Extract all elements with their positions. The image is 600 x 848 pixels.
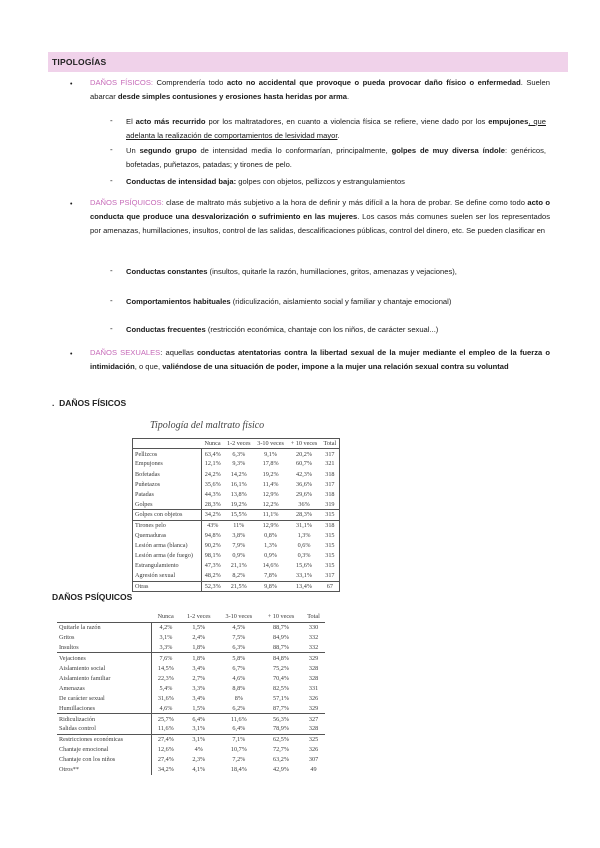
- row-label: De carácter sexual: [57, 694, 152, 704]
- table-cell: 12,9%: [254, 520, 288, 530]
- table-cell: 8,8%: [232, 684, 246, 692]
- table-cell: 28,3%: [204, 500, 221, 508]
- row-label: Pellizcos: [133, 449, 202, 459]
- table-cell: 315: [321, 510, 340, 520]
- table-row: [57, 632, 325, 642]
- row-label: Estrangulamiento: [133, 561, 202, 571]
- table-cell: 84,8%: [260, 653, 302, 663]
- table-cell: 2,7%: [192, 674, 206, 682]
- column-header: Total: [321, 439, 340, 449]
- table-cell: 0,6%: [297, 541, 311, 549]
- table-row: [133, 449, 340, 459]
- column-header: [57, 612, 152, 622]
- table-cell: 329: [302, 653, 325, 663]
- table-cell: 332: [308, 633, 319, 641]
- bold-text: segundo grupo: [139, 146, 197, 155]
- table-cell: 57,1%: [273, 695, 289, 703]
- row-label: Humillaciones: [57, 704, 152, 714]
- table-cell: 8,2%: [232, 572, 246, 580]
- table-cell: 14,2%: [230, 470, 247, 478]
- table-cell: 87,7%: [273, 705, 289, 713]
- text: , o que,: [134, 362, 163, 372]
- row-label: Golpes con objetos: [133, 510, 202, 520]
- table-cell: 56,3%: [260, 714, 302, 724]
- bold-text: conductas atentatorias contra la libertad sexual de la mujer mediante el empleo de la fuerza o intimidación: [90, 348, 550, 372]
- table-cell: 332: [308, 643, 319, 651]
- table-cell: 27,4%: [152, 734, 180, 744]
- table-cell: 43%: [201, 520, 223, 530]
- table-cell: 67: [321, 581, 340, 591]
- table-cell: 34,2%: [201, 510, 223, 520]
- text: : genéricos, bofetadas, puñetazos, patadas; y tirones de pelo.: [126, 146, 546, 170]
- table-cell: 5,4%: [159, 684, 173, 692]
- table-cell: 17,8%: [262, 460, 279, 468]
- table-cell: 42,3%: [296, 470, 313, 478]
- text: (insultos, quitarle la razón, humillaciones, gritos, amenazas y vejaciones),: [207, 267, 457, 276]
- table-cell: 315: [325, 541, 335, 549]
- table-cell: 1,8%: [180, 653, 218, 663]
- table-row: [57, 724, 325, 734]
- row-label: Amenazas: [57, 683, 152, 693]
- table-cell: 319: [325, 500, 335, 508]
- table-row: [133, 530, 340, 540]
- list-item-fisicos-3: [126, 175, 546, 189]
- table-cell: 33,1%: [296, 572, 313, 580]
- table-row: [133, 459, 340, 469]
- table-fisicos: [132, 438, 340, 592]
- table-cell: 307: [308, 756, 319, 764]
- column-header: 3-10 veces: [218, 612, 260, 622]
- table-cell: 48,2%: [204, 572, 221, 580]
- table-cell: 36,6%: [296, 480, 313, 488]
- text: Un: [126, 146, 140, 155]
- list-item-fisicos-2: [126, 144, 546, 172]
- table-cell: 63,2%: [273, 756, 289, 764]
- column-header: Nunca: [152, 612, 180, 622]
- table-cell: 44,3%: [204, 491, 221, 499]
- table-psiquicos: [57, 612, 325, 775]
- table-row: [133, 500, 340, 510]
- table-cell: 330: [308, 624, 319, 632]
- row-label: Lesión arma (blanca): [133, 540, 202, 550]
- table-row: [133, 489, 340, 499]
- row-label: Bofetadas: [133, 469, 202, 479]
- table-cell: 11%: [224, 520, 254, 530]
- table-cell: 35,6%: [204, 480, 221, 488]
- section-title-fisicos: [52, 398, 126, 408]
- table-cell: 4,6%: [159, 705, 173, 713]
- row-label: Lesión arma (de fuego): [133, 551, 202, 561]
- text: clase de maltrato más subjetivo a la hora de definir y más difícil a la hora de probar. Se define como todo: [163, 198, 528, 207]
- table-cell: 328: [308, 725, 319, 733]
- table-cell: 4,5%: [232, 624, 246, 632]
- table-cell: 63,4%: [204, 450, 221, 458]
- column-header: + 10 veces: [287, 439, 320, 449]
- table-cell: 29,6%: [296, 491, 313, 499]
- table-row: [133, 520, 340, 530]
- table-cell: 94,8%: [204, 531, 221, 539]
- list-item-fisicos-1: [126, 115, 546, 143]
- bold-text: acto más recurrido: [135, 117, 206, 126]
- table-cell: 11,1%: [254, 510, 288, 520]
- table-cell: 4%: [194, 746, 203, 754]
- table-cell: 12,6%: [157, 746, 174, 754]
- table-cell: 27,4%: [157, 756, 174, 764]
- row-label: Restricciones económicas: [57, 734, 152, 744]
- table-cell: 18,4%: [230, 766, 247, 774]
- row-label: Ridiculización: [57, 714, 152, 724]
- table-cell: 13,4%: [287, 581, 320, 591]
- table-cell: 15,5%: [224, 510, 254, 520]
- table-cell: 328: [308, 664, 319, 672]
- table-cell: 52,3%: [201, 581, 223, 591]
- row-label: Vejaciones: [57, 653, 152, 663]
- table-cell: 20,2%: [296, 450, 313, 458]
- paragraph-psiquicos: [90, 196, 550, 239]
- table-cell: 10,7%: [230, 746, 247, 754]
- table-cell: 3,4%: [192, 695, 206, 703]
- table-cell: 315: [325, 552, 335, 560]
- table-cell: 3,1%: [192, 725, 206, 733]
- table-cell: 21,5%: [224, 581, 254, 591]
- table-cell: 321: [325, 460, 335, 468]
- table-row: [133, 581, 340, 591]
- table-row: [133, 571, 340, 581]
- table-cell: 13,8%: [230, 491, 247, 499]
- table-cell: 62,5%: [260, 734, 302, 744]
- paragraph-sexuales: [90, 346, 550, 374]
- bold-text: golpes de muy diversa índole: [391, 146, 505, 155]
- table-cell: 328: [308, 674, 319, 682]
- table-cell: 0,3%: [297, 552, 311, 560]
- table-row: [57, 673, 325, 683]
- table-cell: 9,1%: [264, 450, 278, 458]
- table-row: [133, 469, 340, 479]
- table-row: [57, 704, 325, 714]
- dash-marker: -: [110, 266, 113, 275]
- text: . Suelen abarcar: [90, 78, 550, 102]
- table-cell: 7,8%: [264, 572, 278, 580]
- table-cell: 82,5%: [273, 684, 289, 692]
- row-label: Chantaje emocional: [57, 744, 152, 754]
- table-cell: 72,7%: [273, 746, 289, 754]
- row-label: Golpes: [133, 500, 202, 510]
- table-cell: 8%: [234, 695, 243, 703]
- table-row: [133, 540, 340, 550]
- table-cell: 7,5%: [232, 633, 246, 641]
- table-cell: 1,8%: [192, 643, 206, 651]
- table-cell: 318: [325, 491, 335, 499]
- list-item-psiquicos-2: [126, 295, 546, 309]
- text: (restricción económica, chantaje con los niños, de carácter sexual...): [205, 325, 439, 334]
- section-title-text: DAÑOS FÍSICOS: [59, 398, 127, 408]
- table-row: [57, 694, 325, 704]
- bold-text: Conductas de intensidad baja:: [126, 177, 237, 186]
- table-row: [133, 561, 340, 571]
- table-cell: 22,3%: [157, 674, 174, 682]
- table-cell: 1,5%: [192, 705, 206, 713]
- table-cell: 331: [308, 684, 319, 692]
- table-cell: 88,7%: [273, 624, 289, 632]
- table-cell: 2,3%: [192, 756, 206, 764]
- table-cell: 325: [302, 734, 325, 744]
- table-cell: 28,3%: [287, 510, 320, 520]
- column-header: [133, 439, 202, 449]
- table-row: [57, 663, 325, 673]
- list-item-psiquicos-3: [126, 323, 556, 337]
- text: : aquellas: [160, 348, 197, 357]
- table-cell: 9,3%: [232, 460, 246, 468]
- table-row: [57, 744, 325, 754]
- bullet-dot: •: [70, 201, 73, 208]
- table-cell: 7,6%: [152, 653, 180, 663]
- table-cell: 317: [325, 572, 335, 580]
- row-label: Otros**: [57, 765, 152, 775]
- table-cell: 78,9%: [273, 725, 289, 733]
- row-label: Gritos: [57, 632, 152, 642]
- table-row: [133, 551, 340, 561]
- column-header: 1-2 veces: [180, 612, 218, 622]
- table-cell: 12,1%: [204, 460, 221, 468]
- table-cell: 6,4%: [232, 725, 246, 733]
- table-cell: 315: [325, 562, 335, 570]
- table-cell: 6,2%: [232, 705, 246, 713]
- table-cell: 326: [308, 695, 319, 703]
- table-cell: 70,4%: [273, 674, 289, 682]
- title-psiquicos: DAÑOS PSÍQUICOS:: [90, 198, 164, 207]
- bold-text: desde simples contusiones y erosiones hasta heridas por arma: [117, 92, 348, 102]
- bullet-dot: •: [70, 81, 73, 88]
- table-cell: 21,1%: [230, 562, 247, 570]
- text: por los maltratadores, en cuanto a violencia física se refiere, viene dado por los: [205, 117, 489, 126]
- table-cell: 7,9%: [232, 541, 246, 549]
- column-header: 1-2 veces: [224, 439, 254, 449]
- table-cell: 98,1%: [204, 552, 221, 560]
- table-cell: 19,2%: [230, 500, 247, 508]
- bold-text: acto o conducta que produce una desvalorización o sufrimiento en las mujeres: [90, 198, 550, 222]
- dash-marker: -: [110, 324, 113, 333]
- bold-text: empujones: [488, 117, 529, 126]
- table-row: [57, 755, 325, 765]
- table-cell: 326: [308, 746, 319, 754]
- table-cell: 4,1%: [192, 766, 206, 774]
- table-cell: 315: [325, 531, 335, 539]
- table-cell: 1,3%: [264, 541, 278, 549]
- table-cell: 9,8%: [254, 581, 288, 591]
- row-label: Patadas: [133, 489, 202, 499]
- bold-text: acto no accidental que provoque o pueda provocar daño físico o enfermedad: [226, 78, 521, 87]
- row-label: Quitarle la razón: [57, 622, 152, 632]
- dash-marker: -: [110, 145, 113, 154]
- table-cell: 1,3%: [297, 531, 311, 539]
- row-label: Aislamiento familiar: [57, 673, 152, 683]
- column-header: 3-10 veces: [254, 439, 288, 449]
- table-cell: 88,7%: [273, 643, 289, 651]
- table-row: [57, 653, 325, 663]
- row-label: Otras: [133, 581, 202, 591]
- text: .: [347, 92, 350, 102]
- text: . Los casos más comunes suelen ser los representados por amenazas, humillaciones, insultos, control de las salidas, descalificaciones públicas, control del dinero, etc. Se pueden clasificar en: [90, 212, 550, 236]
- table-cell: 90,2%: [204, 541, 221, 549]
- row-label: Salidas control: [57, 724, 152, 734]
- bold-text: Conductas frecuentes: [126, 325, 206, 334]
- row-label: Chantaje con los niños: [57, 755, 152, 765]
- text: Comprendería todo: [153, 78, 227, 87]
- table-row: [57, 714, 325, 724]
- table-cell: 0,9%: [264, 552, 278, 560]
- table-cell: 329: [308, 705, 319, 713]
- table-cell: 5,8%: [218, 653, 260, 663]
- table-cell: 6,3%: [232, 643, 246, 651]
- dash-marker: -: [110, 176, 113, 185]
- section-title-psiquicos: DAÑOS PSÍQUICOS: [52, 592, 133, 602]
- table-cell: 75,2%: [273, 664, 289, 672]
- table-cell: 11,6%: [158, 725, 174, 733]
- row-label: Insultos: [57, 643, 152, 653]
- table-cell: 25,7%: [152, 714, 180, 724]
- table-row: [57, 683, 325, 693]
- table-cell: 3,8%: [232, 531, 246, 539]
- text: de intensidad media lo conformarían, principalmente,: [196, 146, 392, 155]
- table-cell: 4,6%: [232, 674, 246, 682]
- row-label: Aislamiento social: [57, 663, 152, 673]
- bold-text: Comportamientos habituales: [126, 297, 231, 306]
- section-header: TIPOLOGÍAS: [48, 52, 568, 72]
- row-label: Agresión sexual: [133, 571, 202, 581]
- table-row: [57, 643, 325, 653]
- dash-marker: -: [110, 296, 113, 305]
- table-cell: 3,3%: [192, 684, 206, 692]
- bold-text: Conductas constantes: [126, 267, 208, 276]
- row-label: Tirones pelo: [133, 520, 202, 530]
- text: El: [126, 117, 136, 126]
- column-header: Nunca: [201, 439, 223, 449]
- row-label: Puñetazos: [133, 479, 202, 489]
- table-cell: 327: [302, 714, 325, 724]
- table-cell: 1,5%: [192, 624, 206, 632]
- table-row: [57, 622, 325, 632]
- row-label: Empujones: [133, 459, 202, 469]
- table-cell: 317: [325, 480, 335, 488]
- list-item-psiquicos-1: [126, 265, 546, 279]
- table-cell: 7,1%: [218, 734, 260, 744]
- table-row: [133, 510, 340, 520]
- table-cell: 317: [325, 450, 335, 458]
- column-header: + 10 veces: [260, 612, 302, 622]
- table-cell: 4,2%: [159, 624, 173, 632]
- table-cell: 3,4%: [192, 664, 206, 672]
- table-cell: 12,2%: [262, 500, 279, 508]
- text: .: [337, 131, 340, 141]
- section-number: .: [52, 398, 60, 408]
- table-cell: 47,3%: [204, 562, 221, 570]
- table-cell: 31,1%: [287, 520, 320, 530]
- table-cell: 6,3%: [232, 450, 246, 458]
- table-cell: 31,6%: [157, 695, 174, 703]
- table-cell: 6,7%: [232, 664, 246, 672]
- underlined-text: , que adelanta la realización de comportamientos de lesividad mayor: [126, 117, 546, 141]
- title-fisicos: DAÑOS FÍSICOS:: [90, 78, 154, 87]
- paragraph-fisicos: [90, 76, 550, 104]
- text: (ridiculización, aislamiento social y familiar y chantaje emocional): [230, 297, 452, 306]
- table-cell: 3,3%: [159, 643, 173, 651]
- table-cell: 19,2%: [262, 470, 279, 478]
- title-sexuales: DAÑOS SEXUALES: [90, 348, 161, 357]
- table-cell: 0,9%: [232, 552, 246, 560]
- table-cell: 14,6%: [262, 562, 279, 570]
- dash-marker: -: [110, 116, 113, 125]
- table-cell: 36%: [298, 500, 310, 508]
- table-cell: 24,2%: [204, 470, 221, 478]
- table-cell: 16,1%: [230, 480, 247, 488]
- column-header: Total: [302, 612, 325, 622]
- table-cell: 2,4%: [192, 633, 206, 641]
- table-cell: 3,1%: [159, 633, 173, 641]
- table-cell: 84,9%: [273, 633, 289, 641]
- bold-text: valiéndose de una situación de poder, impone a la mujer una relación sexual contra su voluntad: [162, 362, 509, 372]
- row-label: Quemaduras: [133, 530, 202, 540]
- table-row: [57, 765, 325, 775]
- table-cell: 42,9%: [273, 766, 289, 774]
- table-cell: 60,7%: [296, 460, 313, 468]
- table-caption: Tipología del maltrato físico: [150, 420, 265, 431]
- table-cell: 14,5%: [157, 664, 174, 672]
- table-cell: 0,8%: [264, 531, 278, 539]
- table-cell: 6,4%: [180, 714, 218, 724]
- table-cell: 34,2%: [157, 766, 174, 774]
- bullet-dot: •: [70, 351, 73, 358]
- table-cell: 318: [321, 520, 340, 530]
- table-row: [133, 479, 340, 489]
- table-cell: 3,1%: [180, 734, 218, 744]
- table-cell: 318: [325, 470, 335, 478]
- table-cell: 12,9%: [262, 491, 279, 499]
- table-cell: 49: [310, 766, 317, 774]
- text: golpes con objetos, pellizcos y estrangulamientos: [236, 177, 405, 186]
- table-cell: 11,4%: [262, 480, 279, 488]
- table-cell: 11,6%: [218, 714, 260, 724]
- table-cell: 15,6%: [296, 562, 313, 570]
- table-cell: 7,2%: [232, 756, 246, 764]
- table-row: [57, 734, 325, 744]
